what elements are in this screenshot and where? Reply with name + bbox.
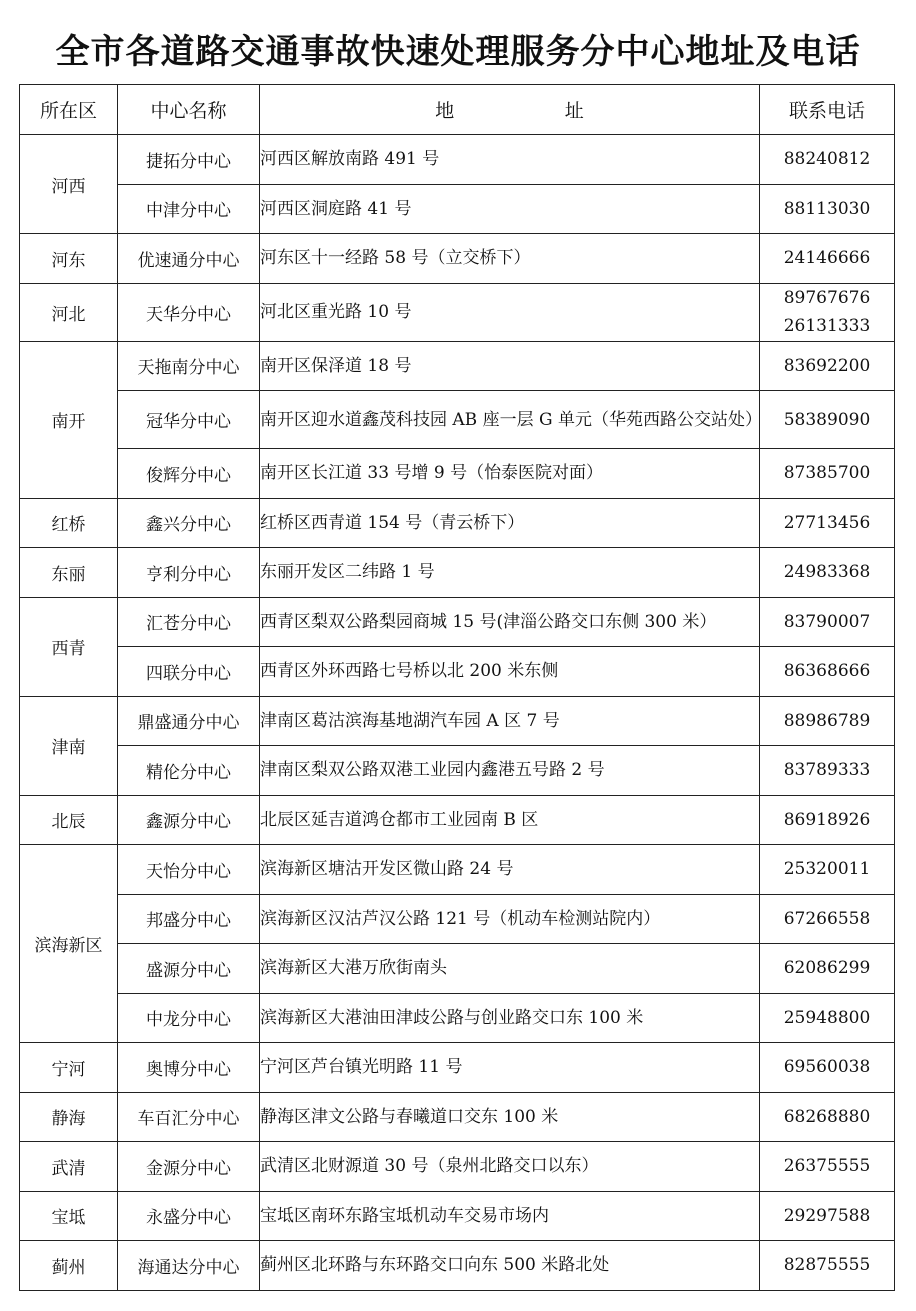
center-name-cell: 天拖南分中心 <box>118 341 260 391</box>
phone-number: 26375555 <box>783 1156 871 1177</box>
phone-number: 69560038 <box>783 1057 871 1078</box>
table-row <box>20 696 895 746</box>
center-name-cell: 冠华分中心 <box>118 391 260 449</box>
table-row <box>20 944 895 994</box>
table-row <box>20 1092 895 1142</box>
page-title: 全市各道路交通事故快速处理服务分中心地址及电话 <box>55 32 861 72</box>
center-name-cell: 金源分中心 <box>118 1142 260 1192</box>
address-cell: 河北区重光路 10 号 <box>260 283 760 341</box>
phone-cell <box>760 184 895 234</box>
center-name-cell: 海通达分中心 <box>118 1241 260 1291</box>
phone-cell <box>760 1191 895 1241</box>
phone-number: 88986789 <box>783 710 871 731</box>
table-row <box>20 449 895 499</box>
table-row <box>20 184 895 234</box>
district-cell: 宁河 <box>20 1043 118 1093</box>
address-cell: 滨海新区汉沽芦汉公路 121 号（机动车检测站院内） <box>260 894 760 944</box>
address-cell: 南开区长江道 33 号增 9 号（怡泰医院对面） <box>260 449 760 499</box>
phone-number: 86368666 <box>783 661 871 682</box>
phone-number: 26131333 <box>783 316 871 336</box>
phone-cell <box>760 135 895 185</box>
phone-cell <box>760 341 895 391</box>
center-name-cell: 汇苍分中心 <box>118 597 260 647</box>
address-cell: 滨海新区大港万欣街南头 <box>260 944 760 994</box>
address-cell: 蓟州区北环路与东环路交口向东 500 米路北处 <box>260 1241 760 1291</box>
phone-number: 89767676 <box>783 288 871 308</box>
center-name-cell: 中龙分中心 <box>118 993 260 1043</box>
header-phone: 联系电话 <box>760 85 895 135</box>
address-cell: 西青区梨双公路梨园商城 15 号(津淄公路交口东侧 300 米） <box>260 597 760 647</box>
address-cell: 河西区解放南路 491 号 <box>260 135 760 185</box>
table-row <box>20 283 895 341</box>
table-row <box>20 845 895 895</box>
phone-cell <box>760 795 895 845</box>
table-row <box>20 993 895 1043</box>
table-row <box>20 746 895 796</box>
address-cell: 东丽开发区二纬路 1 号 <box>260 548 760 598</box>
header-center-name: 中心名称 <box>118 85 260 135</box>
phone-number: 62086299 <box>783 958 871 979</box>
center-name-cell: 俊辉分中心 <box>118 449 260 499</box>
address-cell: 南开区迎水道鑫茂科技园 AB 座一层 G 单元（华苑西路公交站处） <box>260 391 760 449</box>
phone-cell <box>760 498 895 548</box>
center-name-cell: 邦盛分中心 <box>118 894 260 944</box>
center-name-cell: 天华分中心 <box>118 283 260 341</box>
table-row <box>20 234 895 284</box>
table-header-row <box>20 85 895 135</box>
phone-cell <box>760 1043 895 1093</box>
district-cell: 宝坻 <box>20 1191 118 1241</box>
phone-cell <box>760 696 895 746</box>
phone-cell <box>760 1241 895 1291</box>
phone-number: 24146666 <box>783 248 871 269</box>
district-cell: 南开 <box>20 341 118 498</box>
center-name-cell: 精伦分中心 <box>118 746 260 796</box>
phone-number: 27713456 <box>783 512 871 533</box>
address-cell: 河东区十一经路 58 号（立交桥下） <box>260 234 760 284</box>
district-cell: 武清 <box>20 1142 118 1192</box>
phone-cell <box>760 647 895 697</box>
address-cell: 静海区津文公路与春曦道口交东 100 米 <box>260 1092 760 1142</box>
center-name-cell: 永盛分中心 <box>118 1191 260 1241</box>
address-cell: 武清区北财源道 30 号（泉州北路交口以东） <box>260 1142 760 1192</box>
header-address-char-1: 地 <box>435 100 455 122</box>
district-cell: 东丽 <box>20 548 118 598</box>
phone-number: 88240812 <box>783 149 871 170</box>
phone-cell <box>760 283 895 341</box>
table-row <box>20 894 895 944</box>
address-cell: 滨海新区塘沽开发区微山路 24 号 <box>260 845 760 895</box>
address-cell: 西青区外环西路七号桥以北 200 米东侧 <box>260 647 760 697</box>
phone-cell <box>760 845 895 895</box>
address-cell: 宁河区芦台镇光明路 11 号 <box>260 1043 760 1093</box>
table-row <box>20 1241 895 1291</box>
center-name-cell: 优速通分中心 <box>118 234 260 284</box>
header-address <box>260 85 760 135</box>
phone-cell <box>760 597 895 647</box>
table-row <box>20 135 895 185</box>
district-cell: 北辰 <box>20 795 118 845</box>
center-name-cell: 奥博分中心 <box>118 1043 260 1093</box>
phone-number: 24983368 <box>783 562 871 583</box>
phone-cell <box>760 548 895 598</box>
table-row <box>20 548 895 598</box>
phone-cell <box>760 449 895 499</box>
district-cell: 河东 <box>20 234 118 284</box>
table-body <box>20 135 895 1291</box>
district-cell: 静海 <box>20 1092 118 1142</box>
phone-number: 83790007 <box>783 611 871 632</box>
center-name-cell: 四联分中心 <box>118 647 260 697</box>
center-name-cell: 鑫兴分中心 <box>118 498 260 548</box>
address-cell: 津南区梨双公路双港工业园内鑫港五号路 2 号 <box>260 746 760 796</box>
phone-cell <box>760 894 895 944</box>
phone-cell <box>760 746 895 796</box>
district-cell: 河北 <box>20 283 118 341</box>
center-name-cell: 天怡分中心 <box>118 845 260 895</box>
table-row <box>20 391 895 449</box>
table-row <box>20 597 895 647</box>
center-name-cell: 鑫源分中心 <box>118 795 260 845</box>
phone-number: 87385700 <box>783 463 871 484</box>
phone-number: 86918926 <box>783 809 871 830</box>
table-row <box>20 498 895 548</box>
phone-number: 25948800 <box>783 1007 871 1028</box>
phone-cell <box>760 234 895 284</box>
phone-cell <box>760 1092 895 1142</box>
phone-number: 67266558 <box>783 908 871 929</box>
phone-cell <box>760 944 895 994</box>
phone-number: 82875555 <box>783 1255 871 1276</box>
phone-cell <box>760 1142 895 1192</box>
center-name-cell: 盛源分中心 <box>118 944 260 994</box>
service-center-table <box>19 84 895 1291</box>
phone-cell <box>760 993 895 1043</box>
center-name-cell: 捷拓分中心 <box>118 135 260 185</box>
address-cell: 北辰区延吉道鸿仓都市工业园南 B 区 <box>260 795 760 845</box>
phone-number: 25320011 <box>783 859 871 880</box>
header-address-char-2: 址 <box>564 100 584 122</box>
center-name-cell: 鼎盛通分中心 <box>118 696 260 746</box>
table-row <box>20 1043 895 1093</box>
address-cell: 滨海新区大港油田津歧公路与创业路交口东 100 米 <box>260 993 760 1043</box>
district-cell: 红桥 <box>20 498 118 548</box>
phone-number: 58389090 <box>783 409 871 430</box>
district-cell: 滨海新区 <box>20 845 118 1043</box>
table-row <box>20 1191 895 1241</box>
phone-number: 83789333 <box>783 760 871 781</box>
address-cell: 河西区洞庭路 41 号 <box>260 184 760 234</box>
address-cell: 津南区葛沽滨海基地湖汽车园 A 区 7 号 <box>260 696 760 746</box>
table-row <box>20 1142 895 1192</box>
phone-number: 88113030 <box>783 198 871 219</box>
phone-cell <box>760 391 895 449</box>
district-cell: 西青 <box>20 597 118 696</box>
table-row <box>20 647 895 697</box>
table-row <box>20 795 895 845</box>
phone-number: 68268880 <box>783 1106 871 1127</box>
phone-number: 29297588 <box>783 1205 871 1226</box>
district-cell: 津南 <box>20 696 118 795</box>
header-district: 所在区 <box>20 85 118 135</box>
center-name-cell: 车百汇分中心 <box>118 1092 260 1142</box>
address-cell: 红桥区西青道 154 号（青云桥下） <box>260 498 760 548</box>
district-cell: 河西 <box>20 135 118 234</box>
center-name-cell: 中津分中心 <box>118 184 260 234</box>
table-row <box>20 341 895 391</box>
address-cell: 宝坻区南环东路宝坻机动车交易市场内 <box>260 1191 760 1241</box>
district-cell: 蓟州 <box>20 1241 118 1291</box>
address-cell: 南开区保泽道 18 号 <box>260 341 760 391</box>
center-name-cell: 亨利分中心 <box>118 548 260 598</box>
phone-number: 83692200 <box>783 355 871 376</box>
